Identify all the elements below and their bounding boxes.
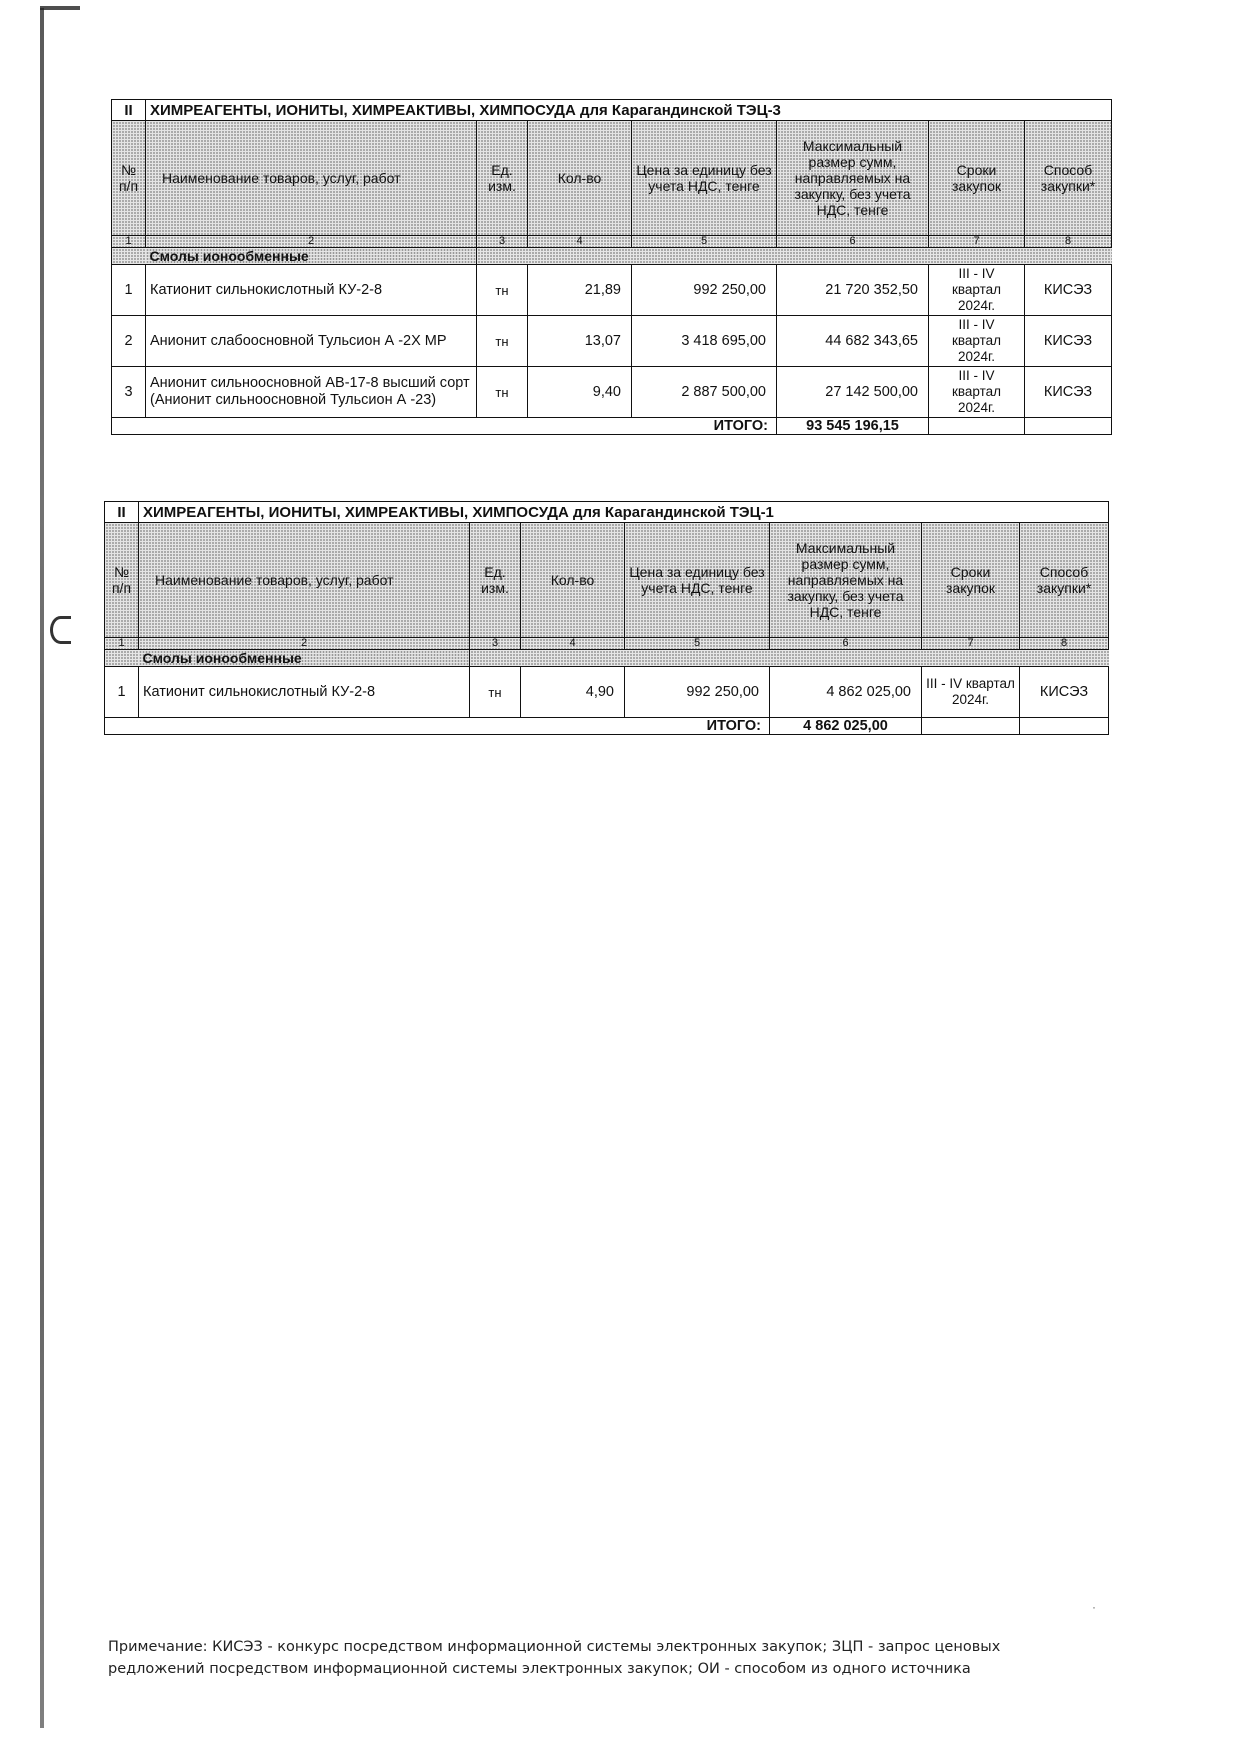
column-number: 7: [922, 638, 1020, 650]
header-period: Сроки закупок: [929, 121, 1025, 236]
column-number: 8: [1020, 638, 1109, 650]
column-number: 3: [470, 638, 521, 650]
column-number: 8: [1025, 236, 1112, 248]
header-num: № п/п: [105, 523, 139, 638]
column-number: 7: [929, 236, 1025, 248]
section-row: [112, 100, 1112, 121]
header-price: Цена за единицу без учета НДС, тенге: [632, 121, 777, 236]
section-title: ХИМРЕАГЕНТЫ, ИОНИТЫ, ХИМРЕАКТИВЫ, ХИМПОСУДА для Карагандинской ТЭЦ-1: [139, 502, 1109, 523]
total-blank: [1020, 718, 1109, 735]
cell-name: Анионит слабоосновной Тульсион А -2Х МР: [146, 316, 477, 367]
header-name: Наименование товаров, услуг, работ: [139, 523, 470, 638]
table-row: [105, 667, 1109, 718]
cell-price: 3 418 695,00: [632, 316, 777, 367]
section-number: II: [105, 502, 139, 523]
cell-qty: 13,07: [528, 316, 632, 367]
column-number: 1: [112, 236, 146, 248]
cell-method: КИСЭЗ: [1020, 667, 1109, 718]
header-method: Способ закупки*: [1020, 523, 1109, 638]
footnote-line-2: редложений посредством информационной системы электронных закупок; ОИ - способом из одного источника: [108, 1661, 971, 1677]
cell-num: 2: [112, 316, 146, 367]
column-number-row: [112, 236, 1112, 248]
category-label: Смолы ионообменные: [146, 248, 477, 265]
cell-num: 1: [112, 265, 146, 316]
table-row: [112, 367, 1112, 418]
category-label: Смолы ионообменные: [139, 650, 470, 667]
cell-unit: тн: [477, 265, 528, 316]
header-max-sum: Максимальный размер сумм, направляемых на закупку, без учета НДС, тенге: [770, 523, 922, 638]
cell-sum: 27 142 500,00: [777, 367, 929, 418]
total-sum: 93 545 196,15: [777, 418, 929, 435]
category-blank: [105, 650, 139, 667]
header-unit: Ед. изм.: [477, 121, 528, 236]
cell-qty: 9,40: [528, 367, 632, 418]
section-number: II: [112, 100, 146, 121]
cell-period: III - IV квартал 2024г.: [929, 265, 1025, 316]
cell-qty: 4,90: [521, 667, 625, 718]
column-number: 5: [625, 638, 770, 650]
scan-edge-left: [40, 8, 44, 1728]
column-number: 5: [632, 236, 777, 248]
column-number: 6: [770, 638, 922, 650]
cell-period: III - IV квартал 2024г.: [922, 667, 1020, 718]
cell-name: Катионит сильнокислотный КУ-2-8: [139, 667, 470, 718]
total-blank: [922, 718, 1020, 735]
procurement-table-tec1: [104, 501, 1109, 735]
cell-unit: тн: [470, 667, 521, 718]
category-blank: [470, 650, 1109, 667]
cell-num: 1: [105, 667, 139, 718]
scan-speck: ·: [1092, 1600, 1096, 1614]
total-blank: [1025, 418, 1112, 435]
total-row: [112, 418, 1112, 435]
header-price: Цена за единицу без учета НДС, тенге: [625, 523, 770, 638]
cell-method: КИСЭЗ: [1025, 265, 1112, 316]
column-number: 6: [777, 236, 929, 248]
total-blank: [112, 418, 146, 435]
total-row: [105, 718, 1109, 735]
section-title: ХИМРЕАГЕНТЫ, ИОНИТЫ, ХИМРЕАКТИВЫ, ХИМПОСУДА для Карагандинской ТЭЦ-3: [146, 100, 1112, 121]
header-qty: Кол-во: [528, 121, 632, 236]
column-number: 3: [477, 236, 528, 248]
cell-price: 992 250,00: [625, 667, 770, 718]
binder-hole-mark: [50, 616, 71, 644]
header-num: № п/п: [112, 121, 146, 236]
table-row: [112, 265, 1112, 316]
header-row: [105, 523, 1109, 638]
header-row: [112, 121, 1112, 236]
column-number: 4: [521, 638, 625, 650]
total-blank: [929, 418, 1025, 435]
cell-price: 2 887 500,00: [632, 367, 777, 418]
cell-sum: 4 862 025,00: [770, 667, 922, 718]
category-blank: [477, 248, 1112, 265]
header-qty: Кол-во: [521, 523, 625, 638]
scan-edge-top: [40, 6, 80, 10]
total-label: ИТОГО:: [139, 718, 770, 735]
category-blank: [112, 248, 146, 265]
cell-price: 992 250,00: [632, 265, 777, 316]
cell-num: 3: [112, 367, 146, 418]
header-method: Способ закупки*: [1025, 121, 1112, 236]
cell-sum: 21 720 352,50: [777, 265, 929, 316]
cell-method: КИСЭЗ: [1025, 316, 1112, 367]
total-label: ИТОГО:: [146, 418, 777, 435]
column-number-row: [105, 638, 1109, 650]
cell-name: Анионит сильноосновной АВ-17-8 высший сорт (Анионит сильноосновной Тульсион А -23): [146, 367, 477, 418]
header-period: Сроки закупок: [922, 523, 1020, 638]
column-number: 4: [528, 236, 632, 248]
column-number: 2: [146, 236, 477, 248]
category-row: [105, 650, 1109, 667]
footnote-line-1: Примечание: КИСЭЗ - конкурс посредством информационной системы электронных закупок; ЗЦП - запрос ценовых: [108, 1639, 1001, 1655]
table-row: [112, 316, 1112, 367]
cell-qty: 21,89: [528, 265, 632, 316]
column-number: 1: [105, 638, 139, 650]
category-row: [112, 248, 1112, 265]
cell-name: Катионит сильнокислотный КУ-2-8: [146, 265, 477, 316]
cell-sum: 44 682 343,65: [777, 316, 929, 367]
cell-period: III - IV квартал 2024г.: [929, 316, 1025, 367]
section-row: [105, 502, 1109, 523]
cell-unit: тн: [477, 316, 528, 367]
procurement-table-tec3: [111, 99, 1112, 435]
column-number: 2: [139, 638, 470, 650]
total-sum: 4 862 025,00: [770, 718, 922, 735]
header-max-sum: Максимальный размер сумм, направляемых на закупку, без учета НДС, тенге: [777, 121, 929, 236]
header-unit: Ед. изм.: [470, 523, 521, 638]
cell-period: III - IV квартал 2024г.: [929, 367, 1025, 418]
total-blank: [105, 718, 139, 735]
footnote: [108, 1636, 1108, 1680]
header-name: Наименование товаров, услуг, работ: [146, 121, 477, 236]
cell-unit: тн: [477, 367, 528, 418]
cell-method: КИСЭЗ: [1025, 367, 1112, 418]
